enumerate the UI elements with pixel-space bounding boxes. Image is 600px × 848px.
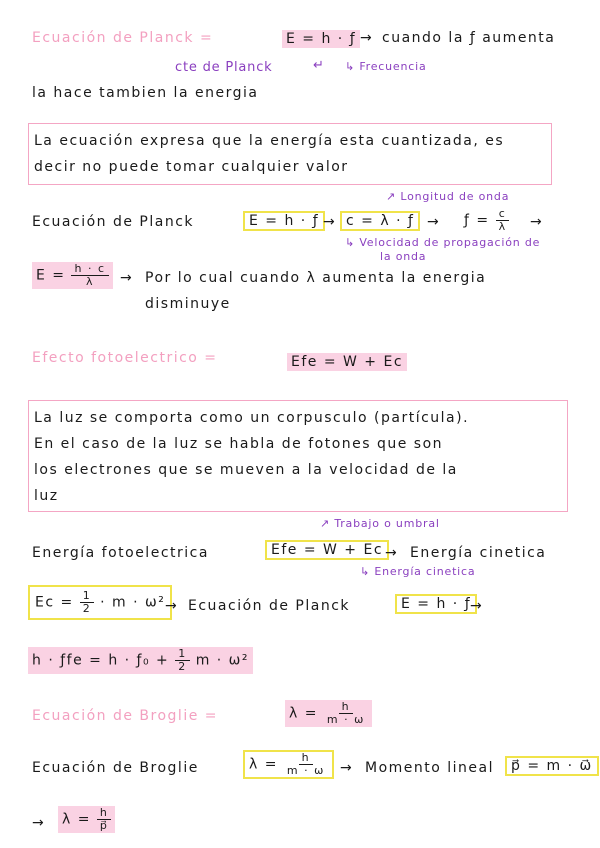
formula-broglie-boxed <box>243 750 334 779</box>
formula-photoelectric-expanded <box>28 647 253 674</box>
formula-frequency <box>464 208 510 233</box>
formula-photoelectric: Efe = W + Ec <box>287 353 407 371</box>
arrow-icon: → <box>323 214 337 230</box>
broglie-momentum-numerator: h <box>97 807 111 820</box>
heading-broglie: Ecuación de Broglie = <box>32 708 218 724</box>
heading-photoelectric: Efecto fotoelectrico = <box>32 350 218 366</box>
annotation-frequency: ↳ Frecuencia <box>345 60 427 73</box>
arrow-icon: → <box>470 598 484 614</box>
arrow-icon: → <box>32 815 46 831</box>
frequency-lhs: ƒ = <box>464 212 490 229</box>
broglie-momentum-lhs: λ = <box>62 811 91 828</box>
frequency-denominator: λ <box>498 220 507 233</box>
kinetic-energy-label: Energía cinetica <box>374 565 476 578</box>
text-energy-also: la hace tambien la energia <box>32 85 259 101</box>
broglie-denominator: m · ω <box>326 713 365 726</box>
annotation-wavelength: ↗ Longitud de onda <box>386 190 510 203</box>
arrow-icon: → <box>427 214 441 230</box>
broglie-denominator-2: m · ω <box>286 764 325 777</box>
arrow-icon: → <box>360 30 374 46</box>
arrow-icon: → <box>340 760 354 776</box>
kinetic-numerator: 1 <box>80 590 95 603</box>
formula-planck-boxed: E = h · ƒ <box>243 211 325 231</box>
broglie-lhs-2: λ = <box>249 756 278 773</box>
arrow-icon: → <box>530 214 544 230</box>
box2-line2: En el caso de la luz se habla de fotones que son <box>34 436 444 452</box>
label-photoelectric-energy: Energía fotoelectrica <box>32 545 209 561</box>
arrow-down-left-icon: ↵ <box>313 58 325 73</box>
formula-planck-boxed-2: E = h · ƒ <box>395 594 477 614</box>
expanded-right: m · ω² <box>195 652 250 669</box>
expanded-left: h · ƒfe = h · ƒ₀ + <box>32 652 170 669</box>
broglie-numerator: h <box>339 701 353 714</box>
formula-energy-wavelength <box>32 262 113 289</box>
text-energy-decrease: Por lo cual cuando λ aumenta la energia <box>145 270 487 286</box>
arrow-icon: → <box>165 598 179 614</box>
formula-broglie <box>285 700 372 727</box>
box2-line1: La luz se comporta como un corpusculo (partícula). <box>34 410 470 426</box>
expanded-numerator: 1 <box>175 648 190 661</box>
formula-momentum: p⃗ = m · ω⃗ <box>505 756 599 776</box>
arrow-icon: → <box>120 270 134 286</box>
wavelength-label: Longitud de onda <box>400 190 510 203</box>
formula-kinetic-energy <box>28 585 172 620</box>
energy-numerator: h · c <box>71 263 108 276</box>
kinetic-rest: · m · ω² <box>100 594 166 611</box>
expanded-denominator: 2 <box>178 660 187 673</box>
velocity-label: Velocidad de propagación de <box>359 236 541 249</box>
heading-planck: Ecuación de Planck = <box>32 30 214 46</box>
box1-line1: La ecuación expresa que la energía esta cuantizada, es <box>34 133 505 149</box>
energy-lhs: E = <box>36 267 66 284</box>
label-planck-equation-2: Ecuación de Planck <box>188 598 351 614</box>
broglie-numerator-2: h <box>299 752 313 765</box>
frequency-numerator: c <box>496 208 510 221</box>
formula-broglie-momentum <box>58 806 115 833</box>
text-kinetic-energy: Energía cinetica <box>410 545 547 561</box>
broglie-momentum-denominator: p⃗ <box>99 819 109 832</box>
annotation-work-function: ↗ Trabajo o umbral <box>320 517 440 530</box>
formula-photoelectric-boxed: Efe = W + Ec <box>265 540 389 560</box>
kinetic-denominator: 2 <box>82 602 92 615</box>
kinetic-lhs: Ec = <box>35 594 74 611</box>
formula-wave-speed: c = λ · ƒ <box>340 211 420 231</box>
energy-denominator: λ <box>85 275 94 288</box>
label-broglie-equation: Ecuación de Broglie <box>32 760 199 776</box>
frequency-label: Frecuencia <box>359 60 427 73</box>
work-function-label: Trabajo o umbral <box>334 517 440 530</box>
label-planck-equation: Ecuación de Planck <box>32 214 195 230</box>
text-energy-decrease-cont: disminuye <box>145 296 231 312</box>
broglie-lhs: λ = <box>289 705 318 722</box>
box2-line3: los electrones que se mueven a la velocidad de la <box>34 462 458 478</box>
annotation-kinetic-energy: ↳ Energía cinetica <box>360 565 476 578</box>
box2-line4: luz <box>34 488 59 504</box>
arrow-icon: → <box>385 545 399 561</box>
text-linear-momentum: Momento lineal <box>365 760 495 776</box>
annotation-planck-constant: cte de Planck <box>175 60 273 75</box>
box1-line2: decir no puede tomar cualquier valor <box>34 159 349 175</box>
annotation-velocity: ↳ Velocidad de propagación de <box>345 236 541 249</box>
formula-planck: E = h · ƒ <box>282 30 360 48</box>
velocity-label-cont: la onda <box>380 250 427 263</box>
planck-note: cuando la ƒ aumenta <box>382 30 556 46</box>
